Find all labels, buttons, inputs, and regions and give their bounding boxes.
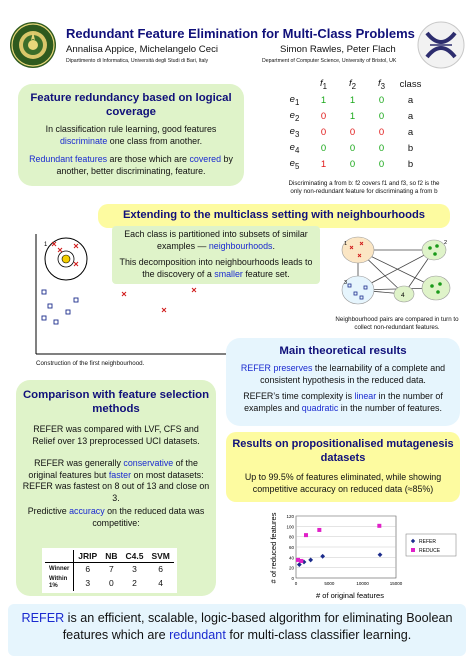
x-tick-label: 5000 [324,581,335,586]
conclusion-text [14,610,460,644]
cell-f3: 0 [378,94,385,106]
cell-f2: 0 [349,158,356,170]
accuracy-table-container [42,548,177,593]
text-span: REFER’s time complexity is [243,391,355,401]
feature-table-caption [258,180,470,195]
legend-marker-reduce [411,548,415,552]
y-tick-label: 60 [288,545,294,550]
cell-class: b [407,158,414,170]
cell-f1: 1 [320,158,327,170]
authors-bristol: Simon Rawles, Peter Flach [280,44,396,55]
column-svm: SVM [147,550,173,563]
mutagenesis-chart [266,504,466,600]
highlight-accuracy: accuracy [69,506,105,516]
graph-label-2: 2 [444,240,448,246]
row-id: $e_2$ [289,109,300,123]
feature-redundancy-box [18,84,244,186]
conclusion-box [8,604,466,656]
header-f3: $f_3$ [377,77,386,91]
highlight-refer: REFER [240,363,271,373]
multiclass-heading-box [98,204,450,228]
highlight-conservative: conservative [123,458,174,468]
main-results-para-2 [234,391,452,414]
comparison-para-1: REFER was compared with LVF, CFS and Relief over 13 preprocessed UCI datasets. [32,424,200,446]
x-axis-label: # of original features [316,591,384,600]
data-point-refer [320,554,325,559]
highlight-linear: linear [354,391,377,401]
highlight-preserves: preserves [273,363,313,373]
highlight-refer: REFER [21,611,65,625]
mutagenesis-box [226,432,460,502]
row-id: $e_1$ [289,93,300,107]
mutagenesis-heading: Results on propositionalised mutagenesis datasets [232,438,454,464]
y-tick-label: 40 [288,555,294,561]
x-tick-label: 15000 [389,581,403,586]
highlight-quadratic: quadratic [301,402,339,413]
highlight-redundant-features: Redundant features [29,154,108,164]
row-id: $e_5$ [289,157,300,171]
cell-f3: 0 [378,126,385,138]
column-nb: NB [101,550,121,563]
cell-f2: 1 [349,110,356,122]
cell-f1: 0 [320,142,327,154]
y-tick-label: 0 [291,576,294,581]
graph-label-1: 1 [344,241,348,247]
main-results-para-1 [234,363,452,386]
graph-label-3: 3 [344,280,348,286]
header-class: class [399,78,422,90]
table-row [280,140,425,156]
y-tick-label: 100 [286,524,294,530]
legend-label: REDUCE [419,548,441,554]
text-span: for multi-class classifier learning. [225,628,412,642]
highlight-faster: faster [108,469,132,480]
multiclass-heading: Extending to the multiclass setting with neighbourhoods [122,209,426,221]
cell-f3: 0 [378,142,385,154]
text-span: by another, better discriminating, feature. [56,154,233,176]
table-corner [45,550,74,563]
highlight-discriminate: discriminate [59,135,108,146]
university-of-bristol-logo [416,20,466,70]
text-span: in the number of examples and [244,391,443,413]
feature-redundancy-heading: Feature redundancy based on logical coverage [30,92,232,118]
text-span: This decomposition into neighbourhoods leads to the discovery of a [119,257,313,279]
university-of-bari-seal [8,20,58,70]
text-span: . [272,240,275,251]
header-f1: $f_1$ [319,77,328,91]
table-row [280,156,425,172]
data-point-refer [308,558,313,563]
highlight-neighbourhoods: neighbourhoods [208,240,273,251]
y-tick-label: 120 [286,514,294,519]
text-span: feature set. [242,268,290,279]
table-row [280,108,425,124]
neighbourhood-graph-caption [322,316,472,331]
class-b-points [42,290,78,324]
text-span: In classification rule learning, good features [45,124,217,134]
column-c45: C4.5 [121,550,147,563]
comparison-heading: Comparison with feature selection methods [22,389,210,415]
cell-f2: 1 [349,94,356,106]
text-span: is an efficient, scalable, logic-based algorithm for eliminating Boolean features which are [62,611,453,642]
seed-example [62,255,70,263]
neighbourhood-construction-caption: Construction of the first neighbourhood. [36,360,145,367]
main-results-box [226,338,460,426]
feature-table [280,76,425,172]
table-cell: 2 [132,578,137,588]
data-point-reduce [377,524,381,528]
table-row [280,92,425,108]
feature-redundancy-para-2 [24,154,238,177]
table-row [280,124,425,140]
y-axis-label: # of reduced features [269,512,278,584]
caption-line-2: only non-redundant feature for discriminating a from b [290,187,438,195]
cell-f3: 0 [378,110,385,122]
data-point-refer [378,552,383,557]
text-span: are those which are [107,154,190,164]
cell-f1: 0 [320,126,327,138]
data-point-reduce [304,533,308,537]
table-cell: 6 [85,564,91,574]
x-tick-label: 0 [294,581,298,586]
neighbourhood-graph-figure [336,232,464,312]
highlight-covered: covered [189,154,222,164]
highlight-redundant: redundant [169,628,226,642]
neighbourhood-label: 1 [44,242,48,248]
row-id: $e_3$ [289,125,300,139]
caption-line-2: collect non-redundant features. [354,323,440,331]
text-span: in the number of features. [338,402,442,413]
row-label-within-1pct: Within 1% [45,575,74,591]
data-point-reduce [299,559,303,563]
x-tick-label: 10000 [356,581,369,586]
poster-header [62,22,415,68]
table-corner [280,76,309,92]
table-cell: 4 [158,578,164,588]
text-span: of the original features but [28,458,198,480]
table-cell: 3 [85,578,91,588]
affiliation-bari: Dipartimento di Informatica, Università degli Studi di Bari, Italy [66,58,209,64]
text-span: REFER was generally [34,458,124,468]
text-span: on the reduced data was competitive: [92,506,205,528]
graph-label-4: 4 [401,292,405,299]
text-span: Each class is partitioned into subsets of similar examples — [124,229,308,251]
text-span: Predictive [27,506,70,516]
comparison-para-3 [22,506,210,529]
caption-line-1: Discriminating a from b: f2 covers f1 and f3, so f2 is the [288,180,440,187]
caption-line-1: Neighbourhood pairs are compared in turn to [335,316,459,323]
poster-title: Redundant Feature Elimination for Multi-Class Problems [66,26,415,41]
table-cell: 6 [158,564,164,574]
table-row [45,575,174,591]
cell-f1: 1 [320,94,327,106]
neighbourhood-construction-figure [34,232,230,358]
highlight-smaller: smaller [214,268,243,279]
y-tick-label: 80 [288,534,294,540]
row-id: $e_4$ [289,141,300,155]
feature-table-container [280,76,425,172]
text-span: one class from another. [107,135,203,146]
main-results-heading: Main theoretical results [279,345,407,357]
row-label-winner: Winner [45,563,74,576]
table-row [45,563,174,576]
table-cell: 0 [108,578,114,588]
table-cell: 7 [108,564,114,574]
y-tick-label: 20 [288,565,294,571]
table-cell: 3 [132,564,137,574]
affiliation-bristol: Department of Computer Science, University of Bristol, UK [262,58,397,64]
cell-class: b [407,142,414,154]
data-point-reduce [317,528,321,532]
accuracy-table [45,550,174,591]
legend-label: REFER [419,539,436,545]
cell-f2: 0 [349,126,356,138]
text-span: on most datasets: REFER was fastest on 8 out of 13 and close on 3. [22,469,210,503]
neighbourhood-node-2 [422,240,446,260]
mutagenesis-chart-svg [266,504,466,600]
cell-f2: 0 [349,142,356,154]
mutagenesis-para: Up to 99.5% of features eliminated, while showing competitive accuracy on reduced data (≈85%) [244,472,442,494]
cell-class: a [407,94,414,106]
cell-class: a [407,126,414,138]
feature-table-header [280,76,425,92]
cell-f3: 0 [378,158,385,170]
comparison-para-2 [22,458,210,504]
feature-redundancy-para-1 [24,124,238,147]
header-f2: $f_2$ [348,77,357,91]
accuracy-table-header [45,550,174,563]
authors-bari: Annalisa Appice, Michelangelo Ceci [66,44,218,55]
text-span: the learnability of a complete and consistent hypothesis in the reduced data. [260,363,446,385]
cell-class: a [407,110,414,122]
cell-f1: 0 [320,110,327,122]
neighbourhood-node-5 [422,276,450,300]
column-jrip: JRIP [74,550,101,563]
